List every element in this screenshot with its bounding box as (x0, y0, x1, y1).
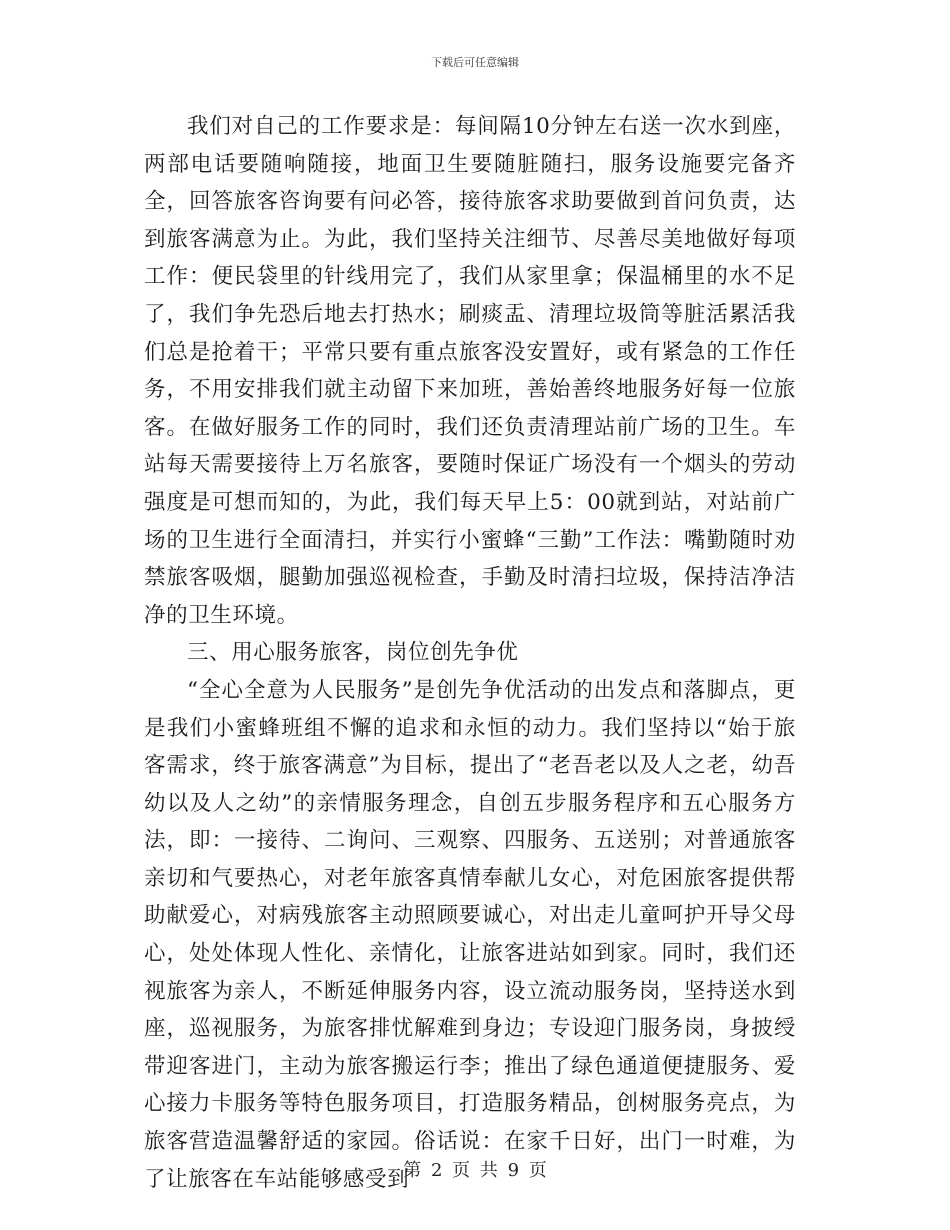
page-header: 下载后可任意编辑 (431, 56, 519, 69)
paragraph-service-passengers: “全心全意为人民服务”是创先争优活动的出发点和落脚点，更是我们小蜜蜂班组不懈的追求和永恒的动力。我们坚持以“始于旅客需求，终于旅客满意”为目标，提出了“老吾老以及人之老，幼吾幼以及人之幼”的亲情服务理念，自创五步服务程序和五心服务方法，即：一接待、二询问、三观察、四服务、五送别；对普通旅客亲切和气要热心，对老年旅客真情奉献儿女心，对危困旅客提供帮助献爱心，对病残旅客主动照顾要诚心，对出走儿童呵护开导父母心，处处体现人性化、亲情化，让旅客进站如到家。同时，我们还视旅客为亲人，不断延伸服务内容，设立流动服务岗，坚持送水到座，巡视服务，为旅客排忧解难到身边；专设迎门服务岗，身披绶带迎客进门，主动为旅客搬运行李；推出了绿色通道便捷服务、爱心接力卡服务等特色服务项目，打造服务精品，创树服务亮点，为旅客营造温馨舒适的家园。俗话说：在家千日好，出门一时难，为了让旅客在车站能够感受到 (144, 677, 796, 1192)
section-heading: 三、用心服务旅客，岗位创先争优 (187, 640, 519, 666)
page-footer: 第 2 页 共 9 页 (403, 1160, 547, 1181)
document-body (144, 108, 796, 1198)
paragraph-work-requirements: 我们对自己的工作要求是：每间隔10分钟左右送一次水到座，两部电话要随响随接，地面卫生要随脏随扫，服务设施要完备齐全，回答旅客咨询要有问必答，接待旅客求助要做到首问负责，达到旅客满意为止。为此，我们坚持关注细节、尽善尽美地做好每项工作：便民袋里的针线用完了，我们从家里拿；保温桶里的水不足了，我们争先恐后地去打热水；刷痰盂、清理垃圾筒等脏活累活我们总是抢着干；平常只要有重点旅客没安置好，或有紧急的工作任务，不用安排我们就主动留下来加班，善始善终地服务好每一位旅客。在做好服务工作的同时，我们还负责清理站前广场的卫生。车站每天需要接待上万名旅客，要随时保证广场没有一个烟头的劳动强度是可想而知的，为此，我们每天早上5：00就到站，对站前广场的卫生进行全面清扫，并实行小蜜蜂“三勤”工作法：嘴勤随时劝禁旅客吸烟，腿勤加强巡视检查，手勤及时清扫垃圾，保持洁净洁净的卫生环境。 (144, 114, 796, 628)
